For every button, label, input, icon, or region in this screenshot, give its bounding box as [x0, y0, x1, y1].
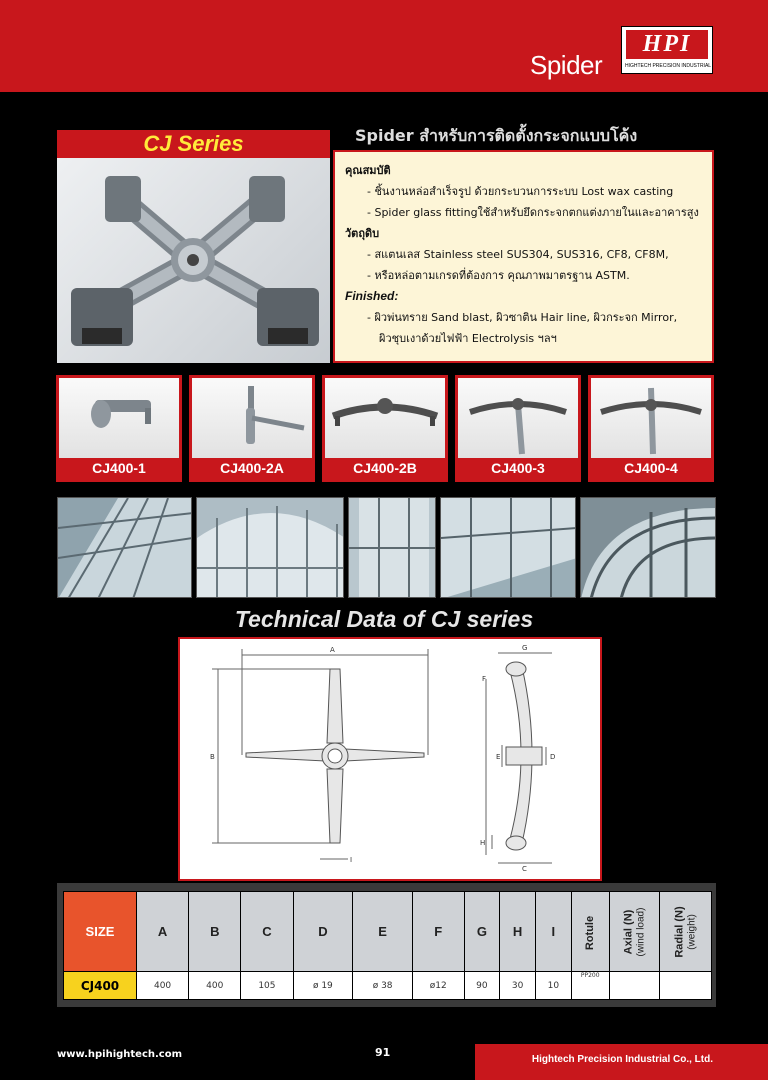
finish-line: ผิวชุบเงาด้วยไฟฟ้า Electrolysis ฯลฯ — [379, 332, 557, 345]
product-card-cj400-2b — [322, 375, 448, 482]
dim-label-b: B — [210, 753, 215, 761]
footer-company-band — [475, 1044, 768, 1080]
header-i: I — [535, 892, 571, 972]
dim-label-c: C — [522, 865, 527, 873]
technical-data-table — [57, 883, 716, 1007]
axial-sublabel: (wind load) — [635, 907, 647, 956]
product-image — [59, 378, 179, 458]
installation-photo — [57, 497, 192, 598]
installation-photo — [440, 497, 576, 598]
product-card-cj400-2a — [189, 375, 315, 482]
cell-a: 400 — [137, 972, 189, 1000]
product-card-cj400-1 — [56, 375, 182, 482]
radial-sublabel: (weight) — [686, 913, 698, 950]
radial-label: Radial (N) — [673, 905, 686, 958]
hero-spider-image — [57, 158, 330, 363]
installation-photo — [196, 497, 344, 598]
cell-d: ø 19 — [293, 972, 353, 1000]
cell-h: 30 — [500, 972, 536, 1000]
dim-label-h: H — [480, 839, 486, 847]
feature-line: - ชิ้นงานหล่อสำเร็จรูป ด้วยกระบวนการระบบ Lost wax casting — [367, 185, 674, 198]
product-image — [458, 378, 578, 458]
header-f: F — [412, 892, 464, 972]
logo-subtitle: HIGHTECH PRECISION INDUSTRIAL — [624, 63, 712, 69]
footer-website: www.hpihightech.com — [57, 1049, 183, 1060]
product-card-cj400-3 — [455, 375, 581, 482]
features-title: คุณสมบัติ — [345, 164, 391, 177]
series-banner: CJ Series — [57, 130, 330, 158]
table-row — [64, 972, 712, 1000]
material-line: - สแตนเลส Stainless steel SUS304, SUS316, CF8, CF8M, — [367, 248, 669, 261]
cell-e: ø 38 — [353, 972, 413, 1000]
rotule-label: Rotule — [584, 915, 597, 951]
header-rotule — [571, 892, 609, 972]
installation-photo — [580, 497, 716, 598]
header-axial — [609, 892, 659, 972]
cell-c: 105 — [241, 972, 293, 1000]
dim-label-g: G — [522, 644, 528, 652]
hpi-logo — [621, 26, 713, 74]
material-line: - หรือหล่อตามเกรดที่ต้องการ คุณภาพมาตรฐาน ASTM. — [367, 269, 630, 282]
cell-radial — [659, 972, 711, 1000]
header-bar — [0, 0, 768, 92]
dim-label-f: F — [482, 675, 487, 683]
header-a: A — [137, 892, 189, 972]
cell-axial — [609, 972, 659, 1000]
product-label: CJ400-2B — [353, 460, 417, 476]
material-title: วัตถุดิบ — [345, 227, 380, 240]
page-title: Spider — [530, 50, 603, 80]
dim-label-a: A — [330, 646, 335, 654]
page-number: 91 — [375, 1046, 391, 1059]
feature-line: - Spider glass fittingใช้สำหรับยึดกระจกตกแต่งภายในและอาคารสูง — [367, 206, 699, 219]
table-header-row — [64, 892, 712, 972]
logo-mark: HPI — [626, 30, 708, 59]
section-heading-thai: Spider สำหรับการติดตั้งกระจกแบบโค้ง — [355, 126, 638, 145]
cell-f: ø12 — [412, 972, 464, 1000]
header-c: C — [241, 892, 293, 972]
dim-label-e: E — [496, 753, 501, 761]
header-h: H — [500, 892, 536, 972]
footer-company: Hightech Precision Industrial Co., Ltd. — [531, 1054, 713, 1065]
finish-line: - ผิวพ่นทราย Sand blast, ผิวซาติน Hair line, ผิวกระจก Mirror, — [367, 311, 678, 324]
product-image — [192, 378, 312, 458]
cell-b: 400 — [189, 972, 241, 1000]
product-label: CJ400-1 — [92, 460, 146, 476]
technical-drawing — [178, 637, 602, 881]
dim-label-d: D — [550, 753, 556, 761]
cell-rotule: PP200 — [571, 972, 609, 1000]
cell-size: CJ400 — [64, 972, 137, 1000]
product-label: CJ400-4 — [624, 460, 678, 476]
header-size: SIZE — [64, 892, 137, 972]
installation-photo — [348, 497, 436, 598]
axial-label: Axial (N) — [622, 909, 635, 954]
header-radial — [659, 892, 711, 972]
header-b: B — [189, 892, 241, 972]
finished-title: Finished: — [345, 289, 399, 303]
product-card-cj400-4 — [588, 375, 714, 482]
properties-box — [333, 150, 714, 363]
cell-i: 10 — [535, 972, 571, 1000]
technical-data-title: Technical Data of CJ series — [234, 606, 534, 632]
cell-g: 90 — [464, 972, 500, 1000]
product-label: CJ400-3 — [491, 460, 545, 476]
product-image — [325, 378, 445, 458]
product-image — [591, 378, 711, 458]
header-e: E — [353, 892, 413, 972]
header-g: G — [464, 892, 500, 972]
dim-label-i: I — [350, 856, 353, 864]
product-label: CJ400-2A — [220, 460, 284, 476]
header-d: D — [293, 892, 353, 972]
